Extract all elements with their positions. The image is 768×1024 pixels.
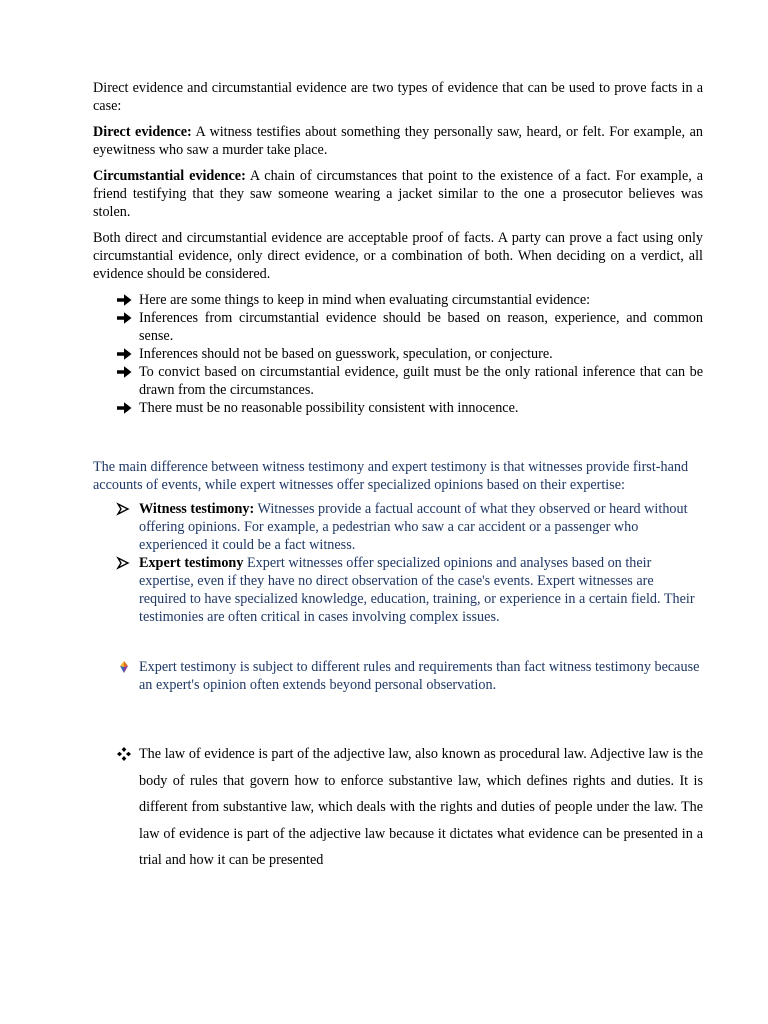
list-item bbox=[93, 291, 703, 309]
law-of-evidence-list bbox=[93, 741, 703, 874]
list-item bbox=[93, 500, 703, 554]
expert-testimony-text: Expert witnesses offer specialized opinions and analyses based on their expertise, even if they have no direct observation of the case's events. Expert witnesses are required to have specialized knowledge, education, training, or experience in a certain field. Their testimonies are often critical in cases involving complex issues. bbox=[139, 555, 695, 625]
list-item-text: Inferences should not be based on guesswork, speculation, or conjecture. bbox=[139, 346, 553, 362]
document-body bbox=[93, 79, 703, 874]
arrow-right-icon bbox=[115, 309, 133, 327]
both-evidence-paragraph: Both direct and circumstantial evidence are acceptable proof of facts. A party can prove a fact using only circumstantial evidence, only direct evidence, or a combination of both. When deciding on a verdict, all evidence should be considered. bbox=[93, 230, 703, 282]
arrow-right-icon bbox=[115, 363, 133, 381]
chevron-right-icon bbox=[115, 554, 133, 572]
list-item bbox=[93, 741, 703, 874]
list-item-text: Inferences from circumstantial evidence should be based on reason, experience, and common sense. bbox=[139, 310, 703, 344]
list-item-text: Here are some things to keep in mind when evaluating circumstantial evidence: bbox=[139, 292, 591, 308]
colored-arrow-pointer-icon bbox=[115, 658, 133, 676]
four-diamond-icon bbox=[115, 745, 133, 763]
direct-evidence-label: Direct evidence: bbox=[93, 124, 192, 140]
circumstantial-tips-list bbox=[93, 291, 703, 417]
testimony-types-list bbox=[93, 500, 703, 626]
chevron-right-icon bbox=[115, 500, 133, 518]
expert-rules-text: Expert testimony is subject to different rules and requirements than fact witness testimony because an expert's opinion often extends beyond personal observation. bbox=[139, 659, 700, 693]
list-item bbox=[93, 309, 703, 345]
direct-evidence-text: A witness testifies about something they personally saw, heard, or felt. For example, an eyewitness who saw a murder take place. bbox=[93, 124, 703, 158]
law-of-evidence-text: The law of evidence is part of the adjective law, also known as procedural law. Adjective law is the body of rules that govern how to enforce substantive law, which defines rights and duties. It is different from substantive law, which deals with the rights and duties of people under the law. The law of evidence is part of the adjective law because it dictates what evidence can be presented in a trial and how it can be presented bbox=[139, 746, 703, 868]
list-item bbox=[93, 399, 703, 417]
arrow-right-icon bbox=[115, 291, 133, 309]
circumstantial-evidence-label: Circumstantial evidence: bbox=[93, 168, 246, 184]
list-item bbox=[93, 363, 703, 399]
expert-testimony-label: Expert testimony bbox=[139, 555, 244, 571]
list-item bbox=[93, 345, 703, 363]
list-item bbox=[93, 554, 703, 626]
direct-evidence-paragraph bbox=[93, 123, 703, 159]
circumstantial-evidence-text: A chain of circumstances that point to the existence of a fact. For example, a friend testifying that they saw someone wearing a jacket similar to the one a prosecutor believes was stolen. bbox=[93, 168, 703, 220]
witness-testimony-label: Witness testimony: bbox=[139, 501, 255, 517]
list-item bbox=[93, 658, 703, 694]
expert-rules-list bbox=[93, 658, 703, 694]
list-item-text: There must be no reasonable possibility consistent with innocence. bbox=[139, 400, 519, 416]
intro-paragraph: Direct evidence and circumstantial evidence are two types of evidence that can be used to prove facts in a case: bbox=[93, 80, 703, 114]
arrow-right-icon bbox=[115, 345, 133, 363]
arrow-right-icon bbox=[115, 399, 133, 417]
testimony-difference-paragraph: The main difference between witness testimony and expert testimony is that witnesses provide first-hand accounts of events, while expert witnesses offer specialized opinions based on their expertise: bbox=[93, 459, 689, 493]
list-item-text: To convict based on circumstantial evidence, guilt must be the only rational inference that can be drawn from the circumstances. bbox=[139, 364, 703, 398]
witness-testimony-text: Witnesses provide a factual account of what they observed or heard without offering opinions. For example, a pedestrian who saw a car accident or a passenger who experienced it could be a fact witness. bbox=[139, 501, 688, 553]
circumstantial-evidence-paragraph bbox=[93, 167, 703, 221]
